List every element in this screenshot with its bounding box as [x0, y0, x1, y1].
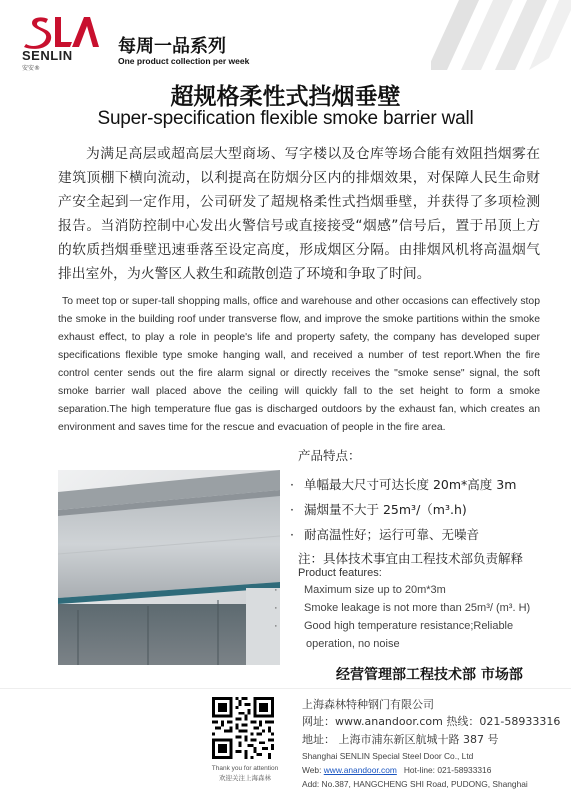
features-title-cn: 产品特点：	[298, 448, 361, 463]
company-website-link[interactable]: www.anandoor.com	[323, 765, 397, 775]
company-hotline-cn: 021-58933316	[479, 715, 561, 728]
feature-item-en: · Maximum size up to 20m*3m	[274, 584, 446, 596]
product-features	[274, 446, 550, 653]
product-photo	[58, 470, 280, 665]
qr-caption	[208, 764, 282, 784]
page-title-cn: 超规格柔性式挡烟垂壁	[170, 84, 401, 110]
feature-item-cn: · 单幅最大尺寸可达长度 20m*高度 3m	[290, 477, 517, 492]
feature-item-cn: · 漏烟量不大于 25m³/（m³.h)	[290, 502, 467, 517]
company-contact-cn: 网址：www.anandoor.com 热线：021-58933316	[302, 715, 561, 728]
series-subtitle: One product collection per week	[118, 56, 250, 66]
department-label: 经营管理部工程技术部 市场部	[336, 667, 523, 683]
feature-item-en: · Smoke leakage is not more than 25m³/ (m³. H)	[274, 602, 531, 614]
senlin-logo-mark-icon	[22, 14, 100, 50]
feature-item-cn: · 耐高温性好；运行可靠、无噪音	[290, 527, 480, 542]
brand-name: SENLIN	[22, 48, 73, 63]
qr-code-icon[interactable]	[212, 697, 274, 759]
intro-paragraph-cn: 为满足高层或超高层大型商场、写字楼以及仓库等场合能有效阻挡烟雾在建筑顶棚下横向流动，以利提高在防烟分区内的排烟效果，对保障人民生命财产安全起到一定作用，公司研发了超规格柔性式挡烟垂壁，并获得了多项检测报告。当消防控制中心发出火警信号或直接接受“烟感”信号后，置于吊顶上方的软质挡烟垂壁迅速垂落至设定高度，形成烟区分隔。由排烟风机将高温烟气排出室外，为火警区人救生和疏散创造了环境和争取了时间。	[58, 146, 540, 282]
qr-caption-cn: 欢迎关注上海森林	[219, 775, 271, 782]
features-note-cn: 注：具体技术事宜由工程技术部负责解释	[298, 551, 524, 566]
intro-paragraph-en: To meet top or super-tall shopping malls, office and warehouse and other occasions can effectively stop the smoke in the building roof under transverse flow, and improve the smoke partitions within the smoke exhaust effect, to play a role in people's life and property safety, the company has developed super specifications flexible type smoke hanging wall, and received a number of test report.When the fire control center sends out the fire alarm signal or directly receives the "smoke sense" signal, the soft smoke barrier wall placed above the ceiling will quickly fall to the set height to form a smoke separation.The high temperature flue gas is discharged outdoors by the exhaust fan, which creates an environment and saves time for the rescue and evacuation of people in the fire area.	[58, 296, 540, 433]
series-title: 每周一品系列	[118, 36, 226, 57]
footer-divider	[0, 688, 571, 689]
brand-logo	[22, 14, 100, 72]
feature-item-en: · Good high temperature resistance;Reliable operation, no noise	[274, 620, 514, 650]
page-title-en: Super-specification flexible smoke barrier wall	[97, 108, 474, 129]
company-address-en: Add: No.387, HANGCHENG SHI Road, PUDONG, Shanghai	[302, 779, 528, 789]
features-list-cn	[290, 472, 550, 547]
company-name-cn: 上海森林特种钢门有限公司	[302, 698, 434, 711]
company-contact-en: Web: www.anandoor.com Hot-line: 021-58933316	[302, 765, 492, 775]
features-title-en: Product features:	[298, 567, 382, 579]
company-info	[302, 697, 562, 791]
smoke-barrier-photo-image	[58, 470, 280, 665]
qr-caption-en: Thank you for attention	[211, 765, 279, 772]
company-website-cn[interactable]: www.anandoor.com	[335, 715, 443, 728]
brand-sub: 安安®	[22, 65, 41, 72]
company-address-cn: 地址： 上海市浦东新区航城十路 387 号	[302, 733, 499, 746]
company-name-en: Shanghai SENLIN Special Steel Door Co., Ltd	[302, 751, 474, 761]
features-list-en	[274, 581, 550, 653]
corner-stripes-decoration	[431, 0, 571, 70]
